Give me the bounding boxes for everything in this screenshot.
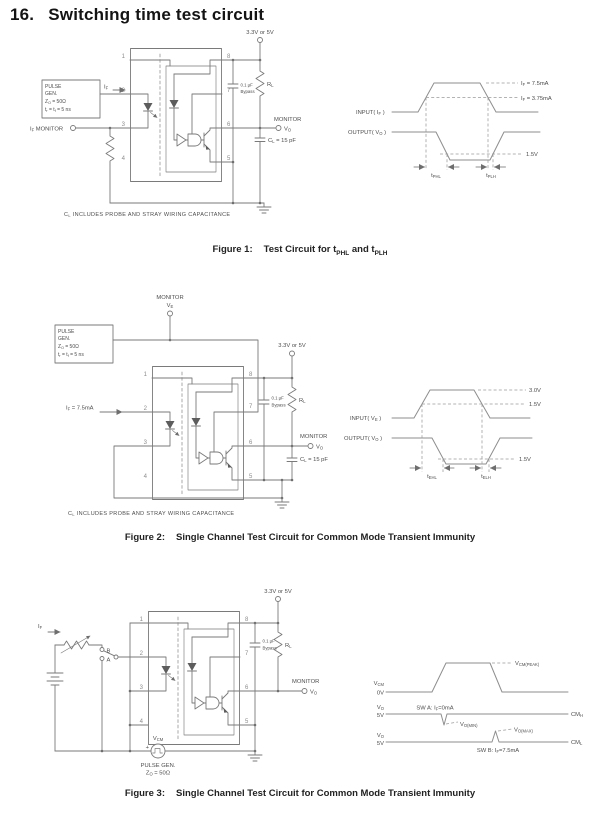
fig1-circuit-diagram bbox=[28, 26, 328, 238]
output-threshold-label: 1.5V bbox=[526, 152, 538, 158]
if-current-label: IF = 7.5mA bbox=[66, 405, 94, 412]
switch-a-condition: SW A: IF=0mA bbox=[416, 705, 454, 712]
pin-number-7: 7 bbox=[249, 404, 253, 410]
fig2-pulse-generator bbox=[55, 325, 113, 363]
output-waveform bbox=[392, 132, 540, 160]
section-number: 16. bbox=[10, 5, 35, 24]
load-resistor bbox=[256, 60, 264, 128]
supply-voltage-label: 3.3V or 5V bbox=[278, 343, 306, 349]
ground-symbol bbox=[275, 498, 289, 508]
variable-resistor-arrow bbox=[61, 636, 90, 653]
figure1-caption-label: Figure 1: bbox=[212, 244, 253, 255]
if-mid-label: IF = 3.75mA bbox=[521, 96, 552, 102]
pin-number-3: 3 bbox=[121, 122, 125, 128]
figure1-caption-text: Test Circuit for $t_{PHL}$ and $t_{PLH}$ bbox=[263, 244, 388, 257]
if-current-label: IF bbox=[104, 84, 109, 91]
vo-label: VO bbox=[284, 126, 292, 133]
vmid-label: 1.5V bbox=[529, 402, 541, 408]
if-current-label: IF bbox=[38, 624, 43, 630]
pulse-gen-impedance: ZO = 50Ω bbox=[145, 770, 171, 777]
load-resistor-label: RL bbox=[267, 82, 274, 88]
fig2-circuit-diagram bbox=[42, 288, 342, 520]
bypass-value-label: 0.1 µF bbox=[240, 82, 253, 88]
pin-number-7: 7 bbox=[245, 651, 249, 657]
fig1-pulse-generator bbox=[42, 80, 100, 118]
supply-terminal bbox=[276, 597, 281, 602]
cl-note: CL INCLUDES PROBE AND STRAY WIRING CAPACITANCE bbox=[68, 511, 235, 517]
load-capacitor bbox=[255, 128, 296, 203]
output-waveform-label: OUTPUT( VO ) bbox=[348, 130, 387, 136]
vo-trace1-label: VO bbox=[376, 705, 384, 711]
vo-monitor-label: MONITOR bbox=[292, 679, 320, 685]
telh-label: tELH bbox=[481, 474, 491, 480]
pulse-gen-name: PULSE GEN. bbox=[140, 763, 176, 769]
load-capacitor bbox=[287, 446, 328, 480]
vo-monitor-label: MONITOR bbox=[274, 117, 302, 123]
figure2-caption bbox=[0, 532, 600, 543]
vo-trace2-label: VO bbox=[376, 733, 384, 739]
five-volt2-label: 5V bbox=[376, 741, 384, 747]
pin-number-2: 2 bbox=[139, 651, 143, 657]
output-threshold-label: 1.5V bbox=[519, 457, 531, 463]
pin-number-4: 4 bbox=[143, 474, 147, 480]
fig1-ic bbox=[130, 49, 222, 182]
switch-b-label: B bbox=[106, 648, 111, 655]
vhigh-label: 3.0V bbox=[529, 388, 541, 394]
if-high-label: IF = 7.5mA bbox=[521, 81, 549, 87]
figure1-caption bbox=[0, 244, 600, 257]
ve-monitor-terminal bbox=[168, 311, 173, 316]
vo-monitor-terminal bbox=[302, 689, 307, 694]
pulse-gen-line1: PULSE bbox=[58, 329, 75, 335]
fig3-circuit-diagram bbox=[18, 583, 338, 788]
output-waveform bbox=[392, 438, 532, 464]
ve-label: VE bbox=[166, 303, 174, 309]
pin-number-8: 8 bbox=[227, 54, 231, 60]
if-monitor-label: IF MONITOR bbox=[30, 126, 64, 133]
bypass-name-label: Bypass bbox=[262, 645, 277, 651]
cmh-label: CMH bbox=[571, 712, 584, 718]
load-resistor bbox=[288, 378, 296, 446]
input-waveform-label: INPUT( IF ) bbox=[356, 110, 385, 116]
vo-cml-waveform bbox=[386, 731, 568, 742]
figure2-caption-text: Single Channel Test Circuit for Common Mode Transient Immunity bbox=[176, 532, 476, 543]
figure3-caption-text: Single Channel Test Circuit for Common Mode Transient Immunity bbox=[176, 788, 476, 799]
vo-label: VO bbox=[316, 444, 324, 451]
vcm-trace-label: VCM bbox=[373, 681, 384, 687]
switch-b-condition: SW B: IF=7.5mA bbox=[476, 748, 520, 754]
fig1-bypass-capacitor bbox=[228, 60, 255, 203]
supply-voltage-label: 3.3V or 5V bbox=[246, 30, 274, 36]
output-waveform-label: OUTPUT( VO ) bbox=[344, 436, 383, 442]
bypass-value-label: 0.1 µF bbox=[271, 395, 284, 401]
pin-number-6: 6 bbox=[227, 122, 231, 128]
pulse-gen-risetime: tr = tf = 5 ns bbox=[58, 352, 84, 358]
pin-number-5: 5 bbox=[245, 719, 249, 725]
vo-monitor-terminal bbox=[308, 444, 313, 449]
page-title bbox=[10, 5, 264, 25]
load-capacitor-label: CL = 15 pF bbox=[268, 138, 296, 144]
load-resistor-label: RL bbox=[285, 643, 292, 649]
fig2-waveform-diagram bbox=[340, 368, 598, 483]
pin-number-1: 1 bbox=[121, 54, 125, 60]
pin-number-5: 5 bbox=[249, 474, 253, 480]
supply-terminal bbox=[290, 351, 295, 356]
figure3-caption-label: Figure 3: bbox=[124, 788, 165, 799]
pin-number-6: 6 bbox=[245, 685, 249, 691]
fig2-ic bbox=[152, 367, 244, 500]
pulse-gen-impedance: ZO = 50Ω bbox=[58, 344, 79, 350]
five-volt1-label: 5V bbox=[376, 713, 384, 719]
vcm-label: VCM bbox=[152, 736, 164, 742]
tehl-label: tEHL bbox=[427, 474, 437, 480]
cml-label: CML bbox=[571, 740, 583, 746]
pulse-gen-line2: GEN. bbox=[58, 336, 71, 342]
vcm-waveform bbox=[386, 663, 568, 692]
ground-symbol bbox=[248, 751, 262, 761]
load-resistor bbox=[274, 623, 282, 691]
figure2-caption-label: Figure 2: bbox=[124, 532, 165, 543]
supply-voltage-label: 3.3V or 5V bbox=[264, 589, 292, 595]
pin-number-5: 5 bbox=[227, 156, 231, 162]
load-resistor-label: RL bbox=[299, 398, 306, 404]
figure3-caption bbox=[0, 788, 600, 799]
switch-a-label: A bbox=[106, 657, 111, 664]
pin-number-1: 1 bbox=[139, 617, 143, 623]
bypass-name-label: Bypass bbox=[271, 402, 286, 408]
pin-number-3: 3 bbox=[143, 440, 147, 446]
fig3-waveform-diagram bbox=[340, 628, 598, 770]
pin-number-7: 7 bbox=[227, 88, 231, 94]
fig3-ic bbox=[148, 612, 240, 745]
load-capacitor-label: CL = 15 pF bbox=[300, 457, 328, 463]
if-monitor-terminal bbox=[71, 126, 76, 131]
pin-number-8: 8 bbox=[249, 372, 253, 378]
input-shunt-resistor bbox=[106, 128, 114, 203]
vcm-plus-label: + bbox=[145, 745, 149, 751]
input-waveform-label: INPUT( VE ) bbox=[350, 416, 382, 422]
pulse-gen-risetime: tr = tf = 5 ns bbox=[45, 107, 71, 113]
supply-terminal bbox=[258, 38, 263, 43]
fig1-waveform-diagram bbox=[340, 55, 598, 190]
section-title: Switching time test circuit bbox=[48, 5, 265, 24]
cl-note: CL INCLUDES PROBE AND STRAY WIRING CAPACITANCE bbox=[64, 212, 231, 218]
pin-number-6: 6 bbox=[249, 440, 253, 446]
pulse-gen-line2: GEN. bbox=[45, 91, 58, 97]
vo-monitor-terminal bbox=[276, 126, 281, 131]
vo-monitor-label: MONITOR bbox=[300, 434, 328, 440]
vo-max-label: VO(MAX) bbox=[514, 727, 533, 734]
fig3-bypass-capacitor bbox=[250, 623, 277, 751]
ve-monitor-label: MONITOR bbox=[156, 295, 184, 301]
pin-number-4: 4 bbox=[139, 719, 143, 725]
vo-label: VO bbox=[310, 689, 318, 696]
vo-min-label: VO(MIN) bbox=[460, 722, 478, 728]
pulse-gen-line1: PULSE bbox=[45, 84, 62, 90]
pin-number-3: 3 bbox=[139, 685, 143, 691]
pin-number-4: 4 bbox=[121, 156, 125, 162]
pulse-gen-impedance: ZO = 50Ω bbox=[45, 99, 66, 105]
tphl-label: tPHL bbox=[431, 173, 441, 179]
pin-number-8: 8 bbox=[245, 617, 249, 623]
pin-number-2: 2 bbox=[143, 406, 147, 412]
bypass-name-label: Bypass bbox=[240, 89, 255, 94]
pin-number-1: 1 bbox=[143, 372, 147, 378]
vcm-pulse-source bbox=[141, 736, 176, 777]
bypass-value-label: 0.1 µF bbox=[262, 638, 275, 644]
zero-volt-label: 0V bbox=[376, 690, 384, 697]
pin-number-2: 2 bbox=[121, 88, 125, 94]
input-switch bbox=[100, 648, 118, 664]
fig2-bypass-capacitor bbox=[259, 378, 286, 480]
ground-symbol bbox=[257, 203, 271, 213]
vcm-peak-label: VCM(PEAK) bbox=[515, 661, 540, 667]
variable-resistor bbox=[64, 641, 89, 649]
tplh-label: tPLH bbox=[486, 173, 496, 179]
battery-symbol bbox=[47, 645, 63, 751]
